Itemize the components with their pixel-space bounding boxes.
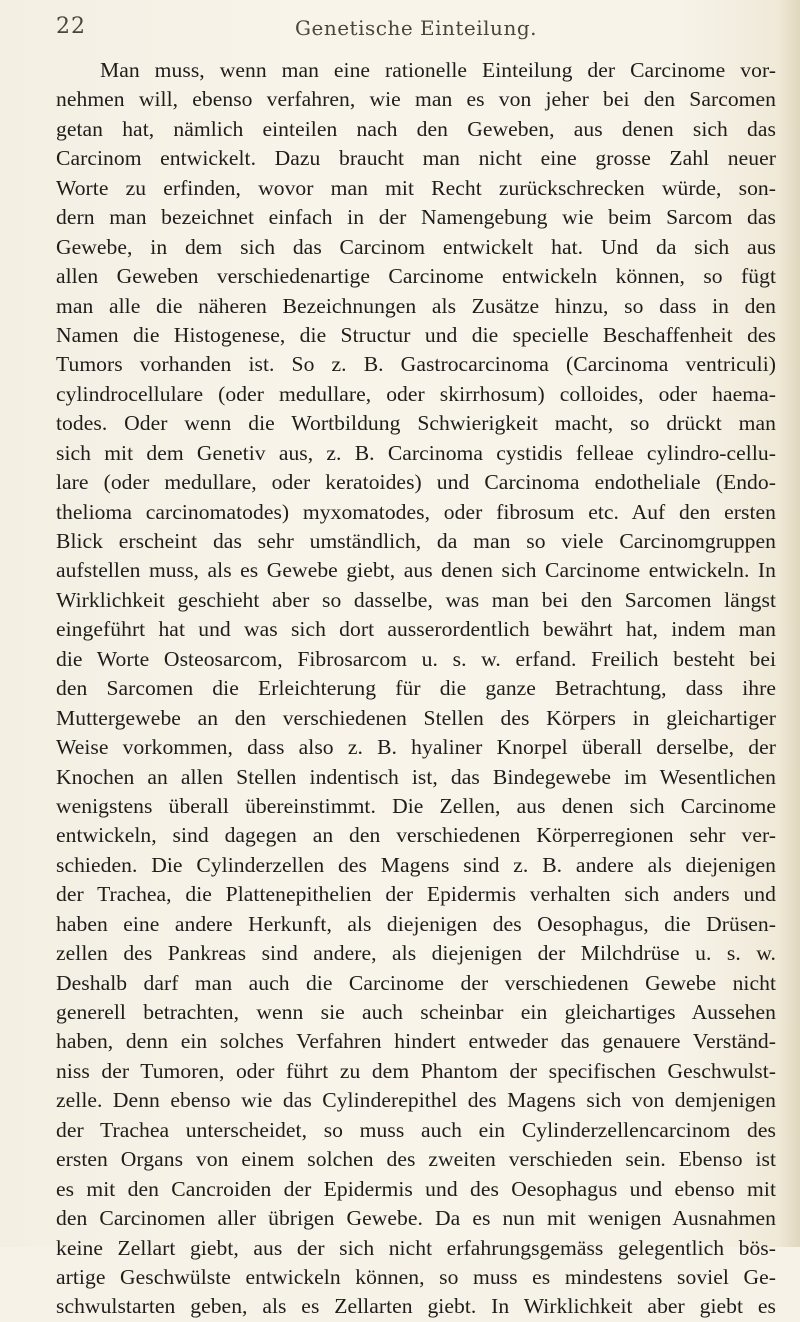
text-line: allen Geweben verschiedenartige Carcinome entwickeln können, so fügt bbox=[56, 264, 776, 289]
text-line: wenigstens überall übereinstimmt. Die Zellen, aus denen sich Carcinome bbox=[56, 793, 776, 818]
text-line: cylindrocellulare (oder medullare, oder skirrhosum) colloides, oder haema- bbox=[56, 381, 776, 406]
text-line: schwulstarten geben, als es Zellarten giebt. In Wirklichkeit aber giebt es bbox=[56, 1294, 776, 1319]
text-line: Knochen an allen Stellen indentisch ist, das Bindegewebe im Wesentlichen bbox=[56, 764, 776, 789]
text-line: getan hat, nämlich einteilen nach den Geweben, aus denen sich das bbox=[56, 116, 776, 141]
page-header bbox=[56, 14, 776, 48]
text-line: entwickeln, sind dagegen an den verschiedenen Körperregionen sehr ver- bbox=[56, 823, 776, 848]
page-edge-shadow bbox=[778, 0, 800, 1247]
text-line: man alle die näheren Bezeichnungen als Zusätze hinzu, so dass in den bbox=[56, 293, 776, 318]
text-line: Deshalb darf man auch die Carcinome der verschiedenen Gewebe nicht bbox=[56, 970, 776, 995]
text-line: zelle. Denn ebenso wie das Cylinderepithel des Magens sich von demjenigen bbox=[56, 1088, 776, 1113]
text-line: haben eine andere Herkunft, als diejenigen des Oesophagus, die Drüsen- bbox=[56, 911, 776, 936]
text-line: der Trachea, die Plattenepithelien der Epidermis verhalten sich anders und bbox=[56, 882, 776, 907]
text-line: sich mit dem Genetiv aus, z. B. Carcinoma cystidis felleae cylindro-cellu- bbox=[56, 440, 776, 465]
text-line: Worte zu erfinden, wovor man mit Recht zurückschrecken würde, son- bbox=[56, 175, 776, 200]
text-line: niss der Tumoren, oder führt zu dem Phantom der specifischen Geschwulst- bbox=[56, 1058, 776, 1083]
text-line: haben, denn ein solches Verfahren hindert entweder das genauere Verständ- bbox=[56, 1029, 776, 1054]
text-line: nehmen will, ebenso verfahren, wie man es von jeher bei den Sarcomen bbox=[56, 87, 776, 112]
text-line: Wirklichkeit geschieht aber so dasselbe, was man bei den Sarcomen längst bbox=[56, 587, 776, 612]
text-line: Man muss, wenn man eine rationelle Einteilung der Carcinome vor- bbox=[100, 58, 776, 82]
text-line: dern man bezeichnet einfach in der Namengebung wie beim Sarcom das bbox=[56, 205, 776, 230]
text-line: aufstellen muss, als es Gewebe giebt, aus denen sich Carcinome entwickeln. In bbox=[56, 558, 776, 583]
text-line: Muttergewebe an den verschiedenen Stellen des Körpers in gleichartiger bbox=[56, 705, 776, 730]
text-line: ersten Organs von einem solchen des zweiten verschieden sein. Ebenso ist bbox=[56, 1147, 776, 1172]
text-line: Weise vorkommen, dass also z. B. hyaliner Knorpel überall derselbe, der bbox=[56, 735, 776, 760]
text-line: den Sarcomen die Erleichterung für die ganze Betrachtung, dass ihre bbox=[56, 676, 776, 701]
text-line: Gewebe, in dem sich das Carcinom entwickelt hat. Und da sich aus bbox=[56, 234, 776, 259]
text-line: thelioma carcinomatodes) myxomatodes, oder fibrosum etc. Auf den ersten bbox=[56, 499, 776, 524]
text-line: die Worte Osteosarcom, Fibrosarcom u. s. w. erfand. Freilich besteht bei bbox=[56, 646, 776, 671]
text-line: der Trachea unterscheidet, so muss auch ein Cylinderzellencarcinom des bbox=[56, 1117, 776, 1142]
text-line: zellen des Pankreas sind andere, als diejenigen der Milchdrüse u. s. w. bbox=[56, 941, 776, 966]
text-line: keine Zellart giebt, aus der sich nicht erfahrungsgemäss gelegentlich bös- bbox=[56, 1235, 776, 1260]
text-line: Blick erscheint das sehr umständlich, da man so viele Carcinomgruppen bbox=[56, 529, 776, 553]
text-line: lare (oder medullare, oder keratoides) und Carcinoma endotheliale (Endo- bbox=[56, 470, 776, 495]
page-number: 22 bbox=[56, 14, 86, 39]
text-line: den Carcinomen aller übrigen Gewebe. Da es nun mit wenigen Ausnahmen bbox=[56, 1206, 776, 1231]
text-line: artige Geschwülste entwickeln können, so muss es mindestens soviel Ge- bbox=[56, 1264, 776, 1289]
text-line: schieden. Die Cylinderzellen des Magens sind z. B. andere als diejenigen bbox=[56, 852, 776, 877]
body-paragraph bbox=[56, 56, 776, 1322]
text-line: todes. Oder wenn die Wortbildung Schwierigkeit macht, so drückt man bbox=[56, 411, 776, 436]
text-line: Namen die Histogenese, die Structur und die specielle Beschaffenheit des bbox=[56, 322, 776, 347]
text-line: eingeführt hat und was sich dort ausserordentlich bewährt hat, indem man bbox=[56, 617, 776, 642]
running-title: Genetische Einteilung. bbox=[295, 16, 537, 40]
text-line: es mit den Cancroiden der Epidermis und des Oesophagus und ebenso mit bbox=[56, 1176, 776, 1201]
text-line: Carcinom entwickelt. Dazu braucht man nicht eine grosse Zahl neuer bbox=[56, 146, 776, 171]
text-line: Tumors vorhanden ist. So z. B. Gastrocarcinoma (Carcinoma ventriculi) bbox=[56, 352, 776, 377]
text-line: generell betrachten, wenn sie auch scheinbar ein gleichartiges Aussehen bbox=[56, 1000, 776, 1024]
